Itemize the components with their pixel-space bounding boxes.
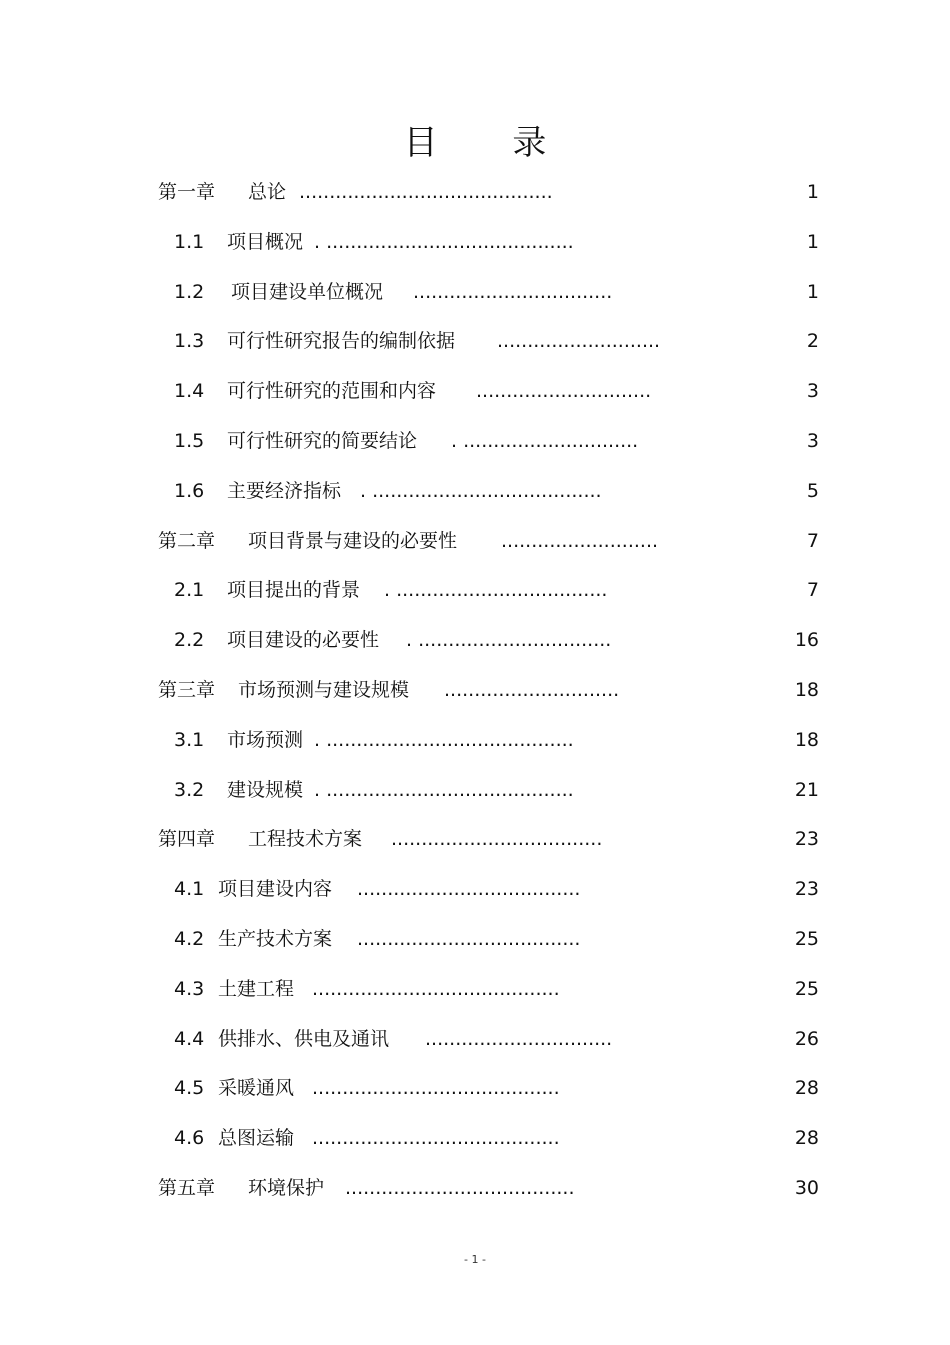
toc-entry[interactable] <box>0 168 950 218</box>
toc-page: 21 <box>794 778 819 801</box>
toc-title: 生产技术方案 <box>218 927 333 950</box>
toc-entry[interactable] <box>0 766 950 816</box>
toc-title: 主要经济指标 <box>227 479 342 502</box>
toc-leader: ................................. <box>413 280 613 303</box>
toc-title: 项目提出的背景 <box>227 579 361 602</box>
toc-entry[interactable] <box>0 716 950 766</box>
toc-leader: . ............................. <box>451 429 639 452</box>
toc-leader: . ......................................... <box>314 728 574 751</box>
toc-number: 4.2 <box>174 927 205 950</box>
toc-number: 4.4 <box>174 1027 205 1050</box>
toc-number: 1.2 <box>174 280 205 303</box>
toc-title: 可行性研究的范围和内容 <box>227 380 437 403</box>
toc-leader: .......................... <box>501 529 659 552</box>
toc-page: 1 <box>806 181 819 203</box>
toc-number: 1.3 <box>174 330 205 353</box>
toc-page: 28 <box>794 1077 819 1100</box>
toc-number: 第四章 <box>158 828 216 851</box>
toc-page: 23 <box>794 878 819 901</box>
toc-entry[interactable] <box>0 317 950 367</box>
toc-number: 1.4 <box>174 380 205 403</box>
toc-title: 总图运输 <box>218 1127 295 1150</box>
toc-title: 采暖通风 <box>218 1077 295 1100</box>
toc-title: 项目概况 <box>227 230 304 253</box>
toc-number: 4.6 <box>174 1127 205 1150</box>
toc-leader: ..................................... <box>357 927 581 950</box>
toc-page: 25 <box>794 927 819 950</box>
toc-leader: ............................. <box>476 380 652 403</box>
toc-entry[interactable] <box>0 417 950 467</box>
toc-number: 1.1 <box>174 230 205 253</box>
toc-page: 18 <box>794 678 819 701</box>
toc-page: 1 <box>806 280 819 303</box>
toc-number: 3.1 <box>174 728 205 751</box>
toc-entry[interactable] <box>0 268 950 318</box>
toc-leader: ............................... <box>425 1027 613 1050</box>
toc-leader: ......................................... <box>312 1077 560 1100</box>
toc-title: 可行性研究的简要结论 <box>227 429 418 452</box>
toc-leader: ......................................... <box>312 1127 560 1150</box>
toc-leader: . ......................................... <box>314 230 574 253</box>
toc-leader: ........................... <box>497 330 661 353</box>
toc-entry[interactable] <box>0 1114 950 1164</box>
toc-entry[interactable] <box>0 1164 950 1214</box>
toc-entry[interactable] <box>0 965 950 1015</box>
toc-entry[interactable] <box>0 517 950 567</box>
toc-number: 第二章 <box>158 529 216 552</box>
toc-title: 项目建设内容 <box>218 878 333 901</box>
toc-page: 3 <box>806 380 819 403</box>
toc-leader: . ...................................... <box>360 479 602 502</box>
toc-page: 5 <box>806 479 819 502</box>
toc-title: 环境保护 <box>248 1176 325 1199</box>
toc-page: 26 <box>794 1027 819 1050</box>
toc-page: 25 <box>794 977 819 1000</box>
toc-page: 30 <box>794 1176 819 1199</box>
toc-number: 4.1 <box>174 878 205 901</box>
toc-page: 28 <box>794 1127 819 1150</box>
toc-leader: . ................................ <box>406 629 612 652</box>
toc-title: 供排水、供电及通讯 <box>218 1027 390 1050</box>
toc-leader: ..................................... <box>357 878 581 901</box>
toc-entry[interactable] <box>0 915 950 965</box>
toc-entry[interactable] <box>0 467 950 517</box>
toc-page: 16 <box>794 629 819 652</box>
toc-title: 总论 <box>248 181 287 203</box>
toc-number: 1.6 <box>174 479 205 502</box>
toc-entry[interactable] <box>0 218 950 268</box>
toc-title: 土建工程 <box>218 977 295 1000</box>
toc-number: 1.5 <box>174 429 205 452</box>
toc-title: 市场预测 <box>227 728 304 751</box>
toc-leader: ...................................... <box>345 1176 575 1199</box>
toc-page: 18 <box>794 728 819 751</box>
toc-entry[interactable] <box>0 616 950 666</box>
toc-number: 第一章 <box>158 181 216 203</box>
toc-title: 项目建设单位概况 <box>231 280 384 303</box>
toc-page: 23 <box>794 828 819 851</box>
toc-number: 4.3 <box>174 977 205 1000</box>
toc-leader: ......................................... <box>312 977 560 1000</box>
toc-leader: ................................... <box>391 828 603 851</box>
toc-leader: . ................................... <box>384 579 608 602</box>
toc-entry[interactable] <box>0 1064 950 1114</box>
toc-page: 3 <box>806 429 819 452</box>
toc-leader: .......................................... <box>299 181 553 203</box>
toc-leader: ............................. <box>444 678 620 701</box>
toc-title: 市场预测与建设规模 <box>238 678 410 701</box>
toc-entry[interactable] <box>0 666 950 716</box>
toc-entry[interactable] <box>0 566 950 616</box>
toc-entry[interactable] <box>0 367 950 417</box>
toc-number: 3.2 <box>174 778 205 801</box>
page-number-footer: - 1 - <box>464 1253 486 1266</box>
toc-page: 7 <box>806 529 819 552</box>
toc-leader: . ......................................... <box>314 778 574 801</box>
toc-title: 项目背景与建设的必要性 <box>248 529 458 552</box>
toc-page: 7 <box>806 579 819 602</box>
toc-page: 1 <box>806 230 819 253</box>
toc-number: 2.1 <box>174 579 205 602</box>
toc-number: 4.5 <box>174 1077 205 1100</box>
toc-heading: 目 录 <box>403 123 579 163</box>
toc-entry[interactable] <box>0 865 950 915</box>
toc-title: 可行性研究报告的编制依据 <box>227 330 456 353</box>
toc-entry[interactable] <box>0 1015 950 1065</box>
toc-page: 2 <box>806 330 819 353</box>
toc-title: 项目建设的必要性 <box>227 629 380 652</box>
toc-list <box>0 168 950 1214</box>
toc-title: 工程技术方案 <box>248 828 363 851</box>
toc-title: 建设规模 <box>227 778 304 801</box>
toc-number: 2.2 <box>174 629 205 652</box>
toc-entry[interactable] <box>0 815 950 865</box>
toc-number: 第五章 <box>158 1176 216 1199</box>
toc-number: 第三章 <box>158 678 216 701</box>
